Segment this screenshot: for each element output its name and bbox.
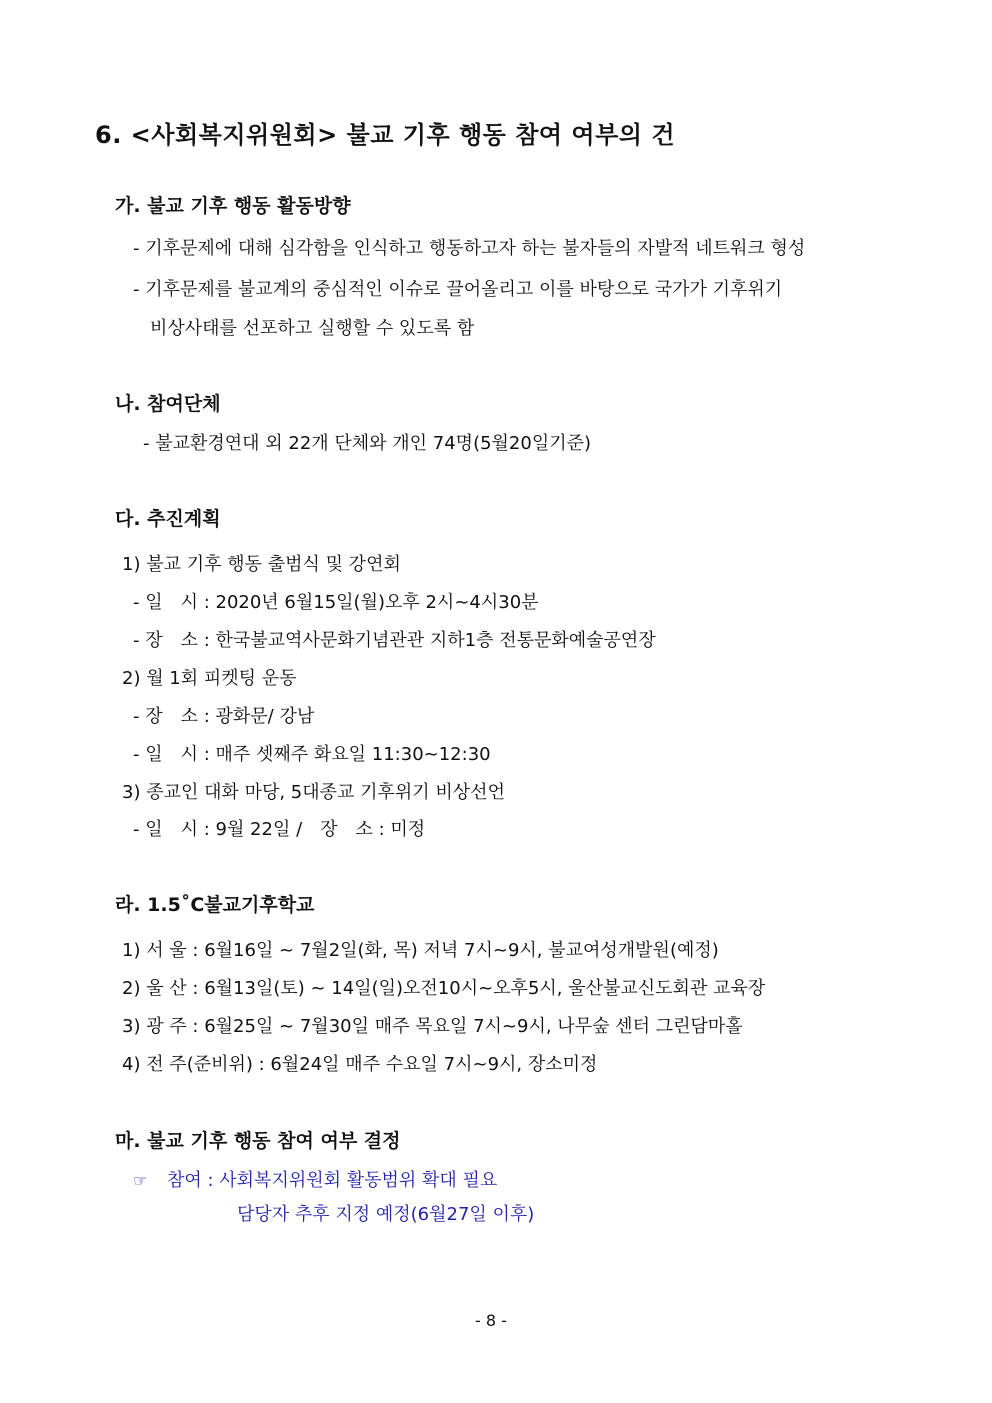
section-da-item-8: - 일 시 : 9월 22일 / 장 소 : 미정 (133, 819, 426, 840)
section-da-item-4: 2) 월 1회 피켓팅 운동 (122, 668, 297, 689)
decision-line-1-text: 참여 : 사회복지위원회 활동범위 확대 필요 (167, 1170, 498, 1191)
page-number: - 8 - (475, 1311, 507, 1330)
section-da-heading: 다. 추진계획 (115, 508, 221, 530)
decision-line-1 (133, 1166, 497, 1192)
section-da-item-7: 3) 종교인 대화 마당, 5대종교 기후위기 비상선언 (122, 782, 505, 803)
section-ma-heading: 마. 불교 기후 행동 참여 여부 결정 (115, 1130, 401, 1152)
section-ra-item-3: 3) 광 주 : 6월25일 ~ 7월30일 매주 목요일 7시~9시, 나무숲 센터 그린담마홀 (122, 1016, 743, 1037)
section-ra-item-2: 2) 울 산 : 6월13일(토) ~ 14일(일)오전10시~오후5시, 울산불교신도회관 교육장 (122, 978, 766, 999)
document-title: 6. <사회복지위원회> 불교 기후 행동 참여 여부의 건 (95, 121, 676, 149)
section-ga-item-1: - 기후문제에 대해 심각함을 인식하고 행동하고자 하는 불자들의 자발적 네트워크 형성 (133, 238, 806, 259)
decision-line-2: 담당자 추후 지정 예정(6월27일 이후) (237, 1204, 535, 1225)
section-ra-item-4: 4) 전 주(준비위) : 6월24일 매주 수요일 7시~9시, 장소미정 (122, 1054, 598, 1075)
section-ra-heading: 라. 1.5˚C불교기후학교 (115, 894, 315, 916)
section-da-item-2: - 일 시 : 2020년 6월15일(월)오후 2시~4시30분 (133, 592, 539, 613)
section-ra-item-1: 1) 서 울 : 6월16일 ~ 7월2일(화, 목) 저녁 7시~9시, 불교여성개발원(예정) (122, 940, 719, 961)
section-da-item-6: - 일 시 : 매주 셋째주 화요일 11:30~12:30 (133, 744, 491, 765)
section-ga-item-2-cont: 비상사태를 선포하고 실행할 수 있도록 함 (150, 318, 475, 339)
section-ga-heading: 가. 불교 기후 행동 활동방향 (115, 195, 351, 217)
pointing-hand-icon: ☞ (133, 1171, 148, 1190)
section-da-item-3: - 장 소 : 한국불교역사문화기념관관 지하1층 전통문화예술공연장 (133, 630, 656, 651)
section-na-item-1: - 불교환경연대 외 22개 단체와 개인 74명(5월20일기준) (143, 433, 592, 454)
section-ga-item-2: - 기후문제를 불교계의 중심적인 이슈로 끌어올리고 이를 바탕으로 국가가 기후위기 (133, 279, 783, 300)
section-da-item-1: 1) 불교 기후 행동 출범식 및 강연회 (122, 554, 401, 575)
section-da-item-5: - 장 소 : 광화문/ 강남 (133, 706, 315, 727)
section-na-heading: 나. 참여단체 (115, 393, 221, 415)
